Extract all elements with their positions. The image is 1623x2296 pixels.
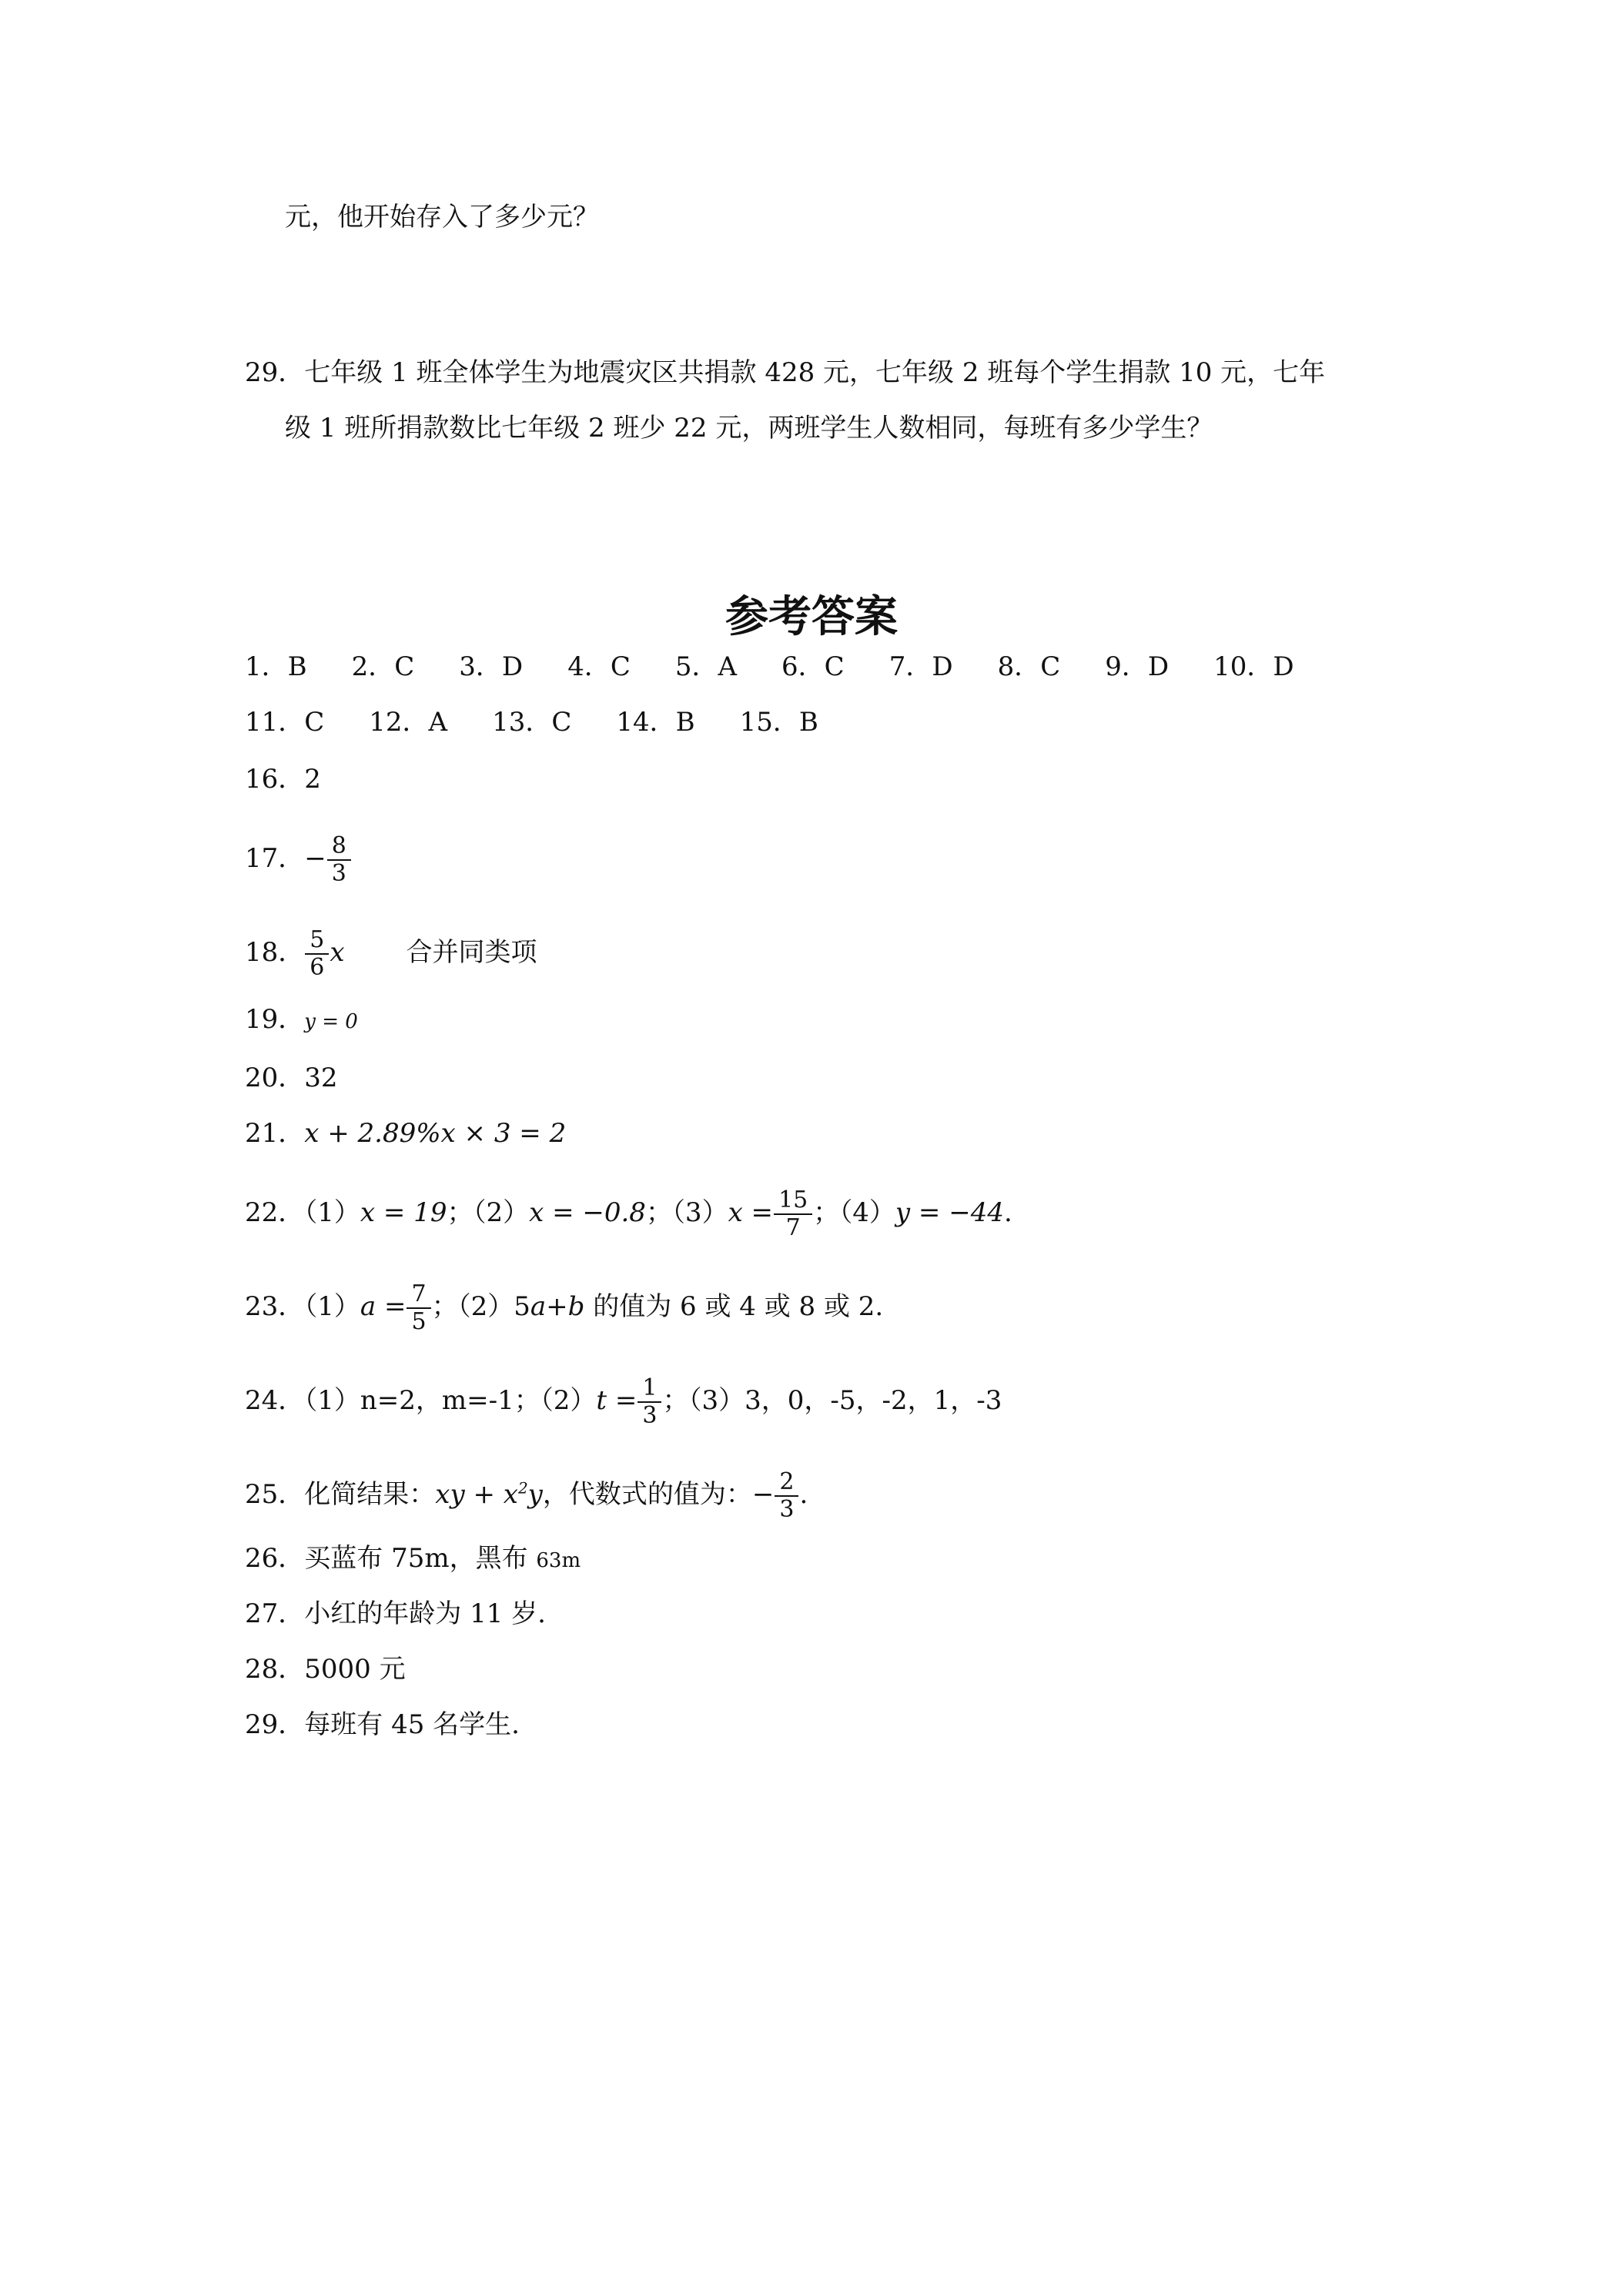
minus-sign: − <box>751 1479 775 1510</box>
answer-23 <box>245 1281 883 1335</box>
answer-number: 26． <box>245 1543 305 1574</box>
answer-number: 22． <box>245 1197 305 1228</box>
numerator: 8 <box>331 832 346 859</box>
equation: x = −0.8 <box>529 1197 646 1228</box>
mc-answer: 11．C <box>245 707 325 738</box>
equation: x = <box>728 1197 774 1228</box>
minus-sign: − <box>304 843 326 874</box>
answer-27: 27．小红的年龄为 11 岁. <box>245 1598 546 1629</box>
answer-29: 29．每班有 45 名学生. <box>245 1709 520 1740</box>
question-28-tail: 元，他开始存入了多少元？ <box>285 202 599 233</box>
mc-answer: 6．C <box>781 651 845 682</box>
answer-number: 18． <box>245 937 305 968</box>
equation: x = 19 <box>360 1197 447 1228</box>
expression: xy + x <box>435 1479 518 1510</box>
variable: a <box>530 1291 547 1322</box>
answer-16: 16．2 <box>245 764 321 795</box>
answer-18 <box>245 927 537 981</box>
mc-answer: 3．D <box>459 651 524 682</box>
mc-answer: 10．D <box>1213 651 1294 682</box>
fraction <box>640 1375 659 1429</box>
part-label: ；（2） <box>447 1197 530 1228</box>
mc-answer: 7．D <box>888 651 953 682</box>
answer-number: 23． <box>245 1291 305 1322</box>
mc-answer: 5．A <box>674 651 738 682</box>
answer-20: 20．32 <box>245 1063 338 1093</box>
period: . <box>1003 1197 1012 1228</box>
mc-answer: 14．B <box>616 707 695 738</box>
equation: x + 2.89%x × 3 = 2 <box>304 1118 567 1149</box>
period: . <box>799 1479 808 1510</box>
answer-text: （1）n=2，m=-1；（2） <box>304 1385 597 1416</box>
equation: y = −44 <box>895 1197 1004 1228</box>
expression: y <box>527 1479 543 1510</box>
numerator: 1 <box>642 1374 658 1401</box>
answer-number: 25． <box>245 1479 305 1510</box>
mc-answer: 4．C <box>567 651 631 682</box>
answer-number: 19． <box>245 1004 305 1035</box>
mc-answers-row-2 <box>245 707 818 738</box>
answer-text: 化简结果： <box>304 1479 436 1510</box>
denominator: 5 <box>411 1308 427 1335</box>
answer-19 <box>245 1004 358 1037</box>
mc-answer: 8．C <box>997 651 1061 682</box>
answers-title: 参考答案 <box>725 592 898 642</box>
mc-answer: 9．D <box>1105 651 1170 682</box>
mc-answer: 12．A <box>369 707 448 738</box>
variable: x <box>330 937 345 968</box>
part-label: ；（2）5 <box>431 1291 530 1322</box>
mc-answer: 13．C <box>492 707 572 738</box>
equation: t = <box>596 1385 637 1416</box>
fraction <box>776 1187 810 1241</box>
denominator: 6 <box>310 954 325 981</box>
question-29-line-2: 级 1 班所捐款数比七年级 2 班少 22 元，两班学生人数相同，每班有多少学生？ <box>285 413 1213 443</box>
numerator: 2 <box>779 1468 795 1495</box>
part-label: （1） <box>304 1291 360 1322</box>
denominator: 3 <box>779 1496 795 1523</box>
exponent: 2 <box>517 1478 528 1498</box>
answer-21 <box>245 1118 566 1149</box>
part-label: （1） <box>304 1197 360 1228</box>
answer-text: 的值为 6 或 4 或 8 或 2. <box>584 1291 884 1322</box>
variable: b <box>567 1291 585 1322</box>
part-label: ；（3） <box>645 1197 728 1228</box>
answer-number: 21． <box>245 1118 305 1149</box>
answer-number: 17． <box>245 843 305 874</box>
plus-sign: + <box>546 1291 568 1322</box>
mc-answers-row-1 <box>245 651 1294 682</box>
answer-17 <box>245 833 352 887</box>
fraction <box>330 833 349 887</box>
question-29-line-1: 29．七年级 1 班全体学生为地震灾区共捐款 428 元，七年级 2 班每个学生捐款 10 元，七年 <box>245 357 1326 388</box>
mc-answer: 1．B <box>245 651 307 682</box>
answer-text: 63m <box>536 1549 581 1572</box>
answer-22 <box>245 1187 1012 1241</box>
part-label: ；（4） <box>813 1197 895 1228</box>
answer-24 <box>245 1375 1002 1429</box>
fraction <box>409 1281 428 1335</box>
answer-text: 买蓝布 75m，黑布 <box>304 1543 537 1574</box>
denominator: 3 <box>331 860 346 887</box>
denominator: 7 <box>785 1214 801 1241</box>
numerator: 7 <box>411 1280 427 1307</box>
fraction <box>307 927 326 981</box>
equation: a = <box>360 1291 407 1322</box>
equation: y = 0 <box>304 1010 358 1033</box>
fraction <box>777 1469 796 1523</box>
answer-number: 24． <box>245 1385 305 1416</box>
answer-text: ，代数式的值为： <box>542 1479 752 1510</box>
answer-28: 28．5000 元 <box>245 1654 406 1685</box>
answer-text: 合并同类项 <box>406 937 537 968</box>
numerator: 5 <box>310 926 325 953</box>
answer-text: ；（3）3，0，-5，-2，1，-3 <box>662 1385 1002 1416</box>
mc-answer: 15．B <box>739 707 818 738</box>
answer-26 <box>245 1543 581 1576</box>
denominator: 3 <box>642 1402 658 1429</box>
answer-25 <box>245 1469 808 1523</box>
mc-answer: 2．C <box>351 651 415 682</box>
numerator: 15 <box>778 1186 808 1213</box>
